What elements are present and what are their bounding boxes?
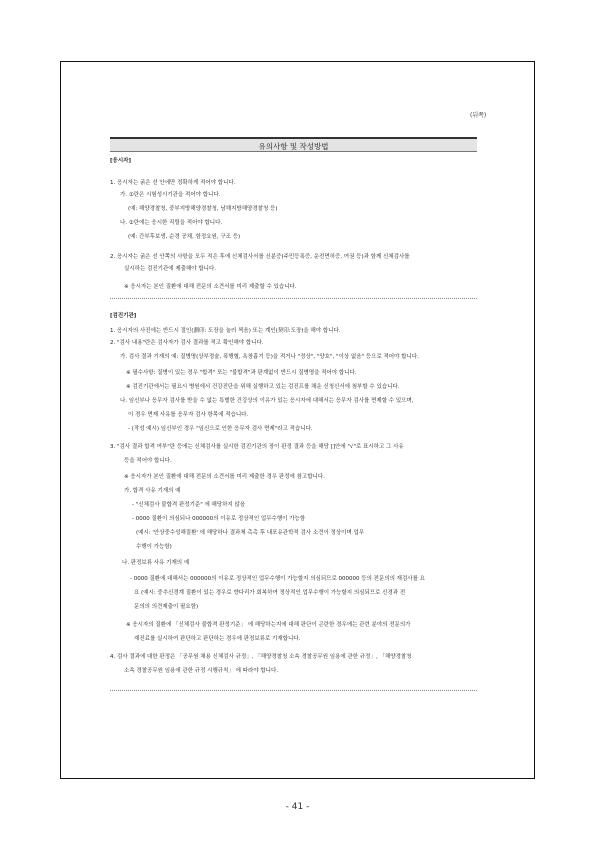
section-heading: [응시자] <box>110 158 131 164</box>
instruction-line: 수행이 가능함) <box>136 544 172 550</box>
instruction-line: 1. 응시자의 사진에는 반드시 절인(劃印: 도장을 눌러 찍음) 또는 계인(契印:도장)을 해야 합니다. <box>110 328 341 334</box>
title-bar <box>110 137 477 152</box>
instruction-line: 2. 응시자는 굵은 선 안쪽의 사항을 모두 적은 후에 신체검사서를 신분증(주민등록증, 운전면허증, 여권 등)과 함께 신체검사를 <box>110 254 410 260</box>
page-number: - 41 - <box>285 802 310 812</box>
instruction-line: 실시하는 검진기관에 제출해야 합니다. <box>124 266 217 272</box>
instruction-line: ※ 필수사항: 질병이 있는 경우 "합격" 또는 "불합격"과 판계없이 반드시 질병명을 적어야 합니다. <box>126 370 357 376</box>
instruction-line: ※ 응시자의 질환에 「신체검사 불합격 판정기준」 에 해당하는지에 대해 판단이 곤란한 경우에는 관련 분야의 전문의가 <box>126 622 411 628</box>
section-divider <box>110 690 477 691</box>
instruction-line: 문의의 의견제출이 필요함) <box>134 604 199 610</box>
instruction-line: - 0000 질환이 의심되나 000000의 이유로 정상적인 업무수행이 가능함 <box>132 516 306 522</box>
instruction-line: 3. "검사 결과 합격 여부"란 등에는 신체검사를 실시한 검진기관의 장이 판정 결과 등을 해당 []안에 "√"로 표시하고 그 사유 <box>110 444 404 450</box>
instruction-line: 나. ②란에는 응시한 직렬을 적어야 합니다. <box>120 220 223 226</box>
instruction-line: 가. 합격 사유 기재의 예 <box>124 488 181 494</box>
instruction-line: (예시: '안상중수성해질환' 에 해당하나 결과체 촉촉 후 내포유관학적 검사 소견이 정상이며 업무 <box>136 530 365 536</box>
instruction-line: - "신체검사 불합격 판정기준" 에 해당하지 않음 <box>132 502 246 508</box>
instruction-line: 가. ①란은 시험성시기관을 적어야 합니다. <box>120 192 221 198</box>
section-divider <box>110 298 477 299</box>
instruction-line: 가. 검사 결과 기재의 예: 질병명(상부정술, 폭행혈, 욕창흉기 등)을 적거나 "정상", "양호", "이상 없음" 등으로 적어야 합니다. <box>120 354 419 360</box>
instruction-line: 나. 판정보류 사유 기재의 예 <box>122 560 190 566</box>
instruction-line: 소속 경찰공무원 임용에 관한 규정 시행규칙」 에 따라야 합니다. <box>124 668 279 674</box>
section-heading: [검진기관] <box>110 313 137 319</box>
back-side-label: (뒤쪽) <box>470 112 487 119</box>
document-title: 유의사항 및 작성방법 <box>258 142 329 151</box>
instruction-line: ※ 검진기관에서는 필요시 병원에서 건강진단을 위해 실행하고 있는 검진프를 채운 신청신서에 첨부할 수 있습니다. <box>126 384 400 390</box>
instruction-line: - 0000 질환에 대해서는 000000의 이유로 정상적인 업무수행이 가능할지 의심되므로 000000 등의 전문의의 재검사를 요 <box>130 576 425 582</box>
instruction-line: 나. 임신부나 응무자 검사를 받을 수 없는 특별한 건강상의 이유가 있는 응시자에 대해서는 응무자 검사를 면제할 수 있으며, <box>120 398 414 404</box>
instruction-line: (예: 해양경찰청, 중부지방해양경찰청, 남해지방해양경찰청 등) <box>128 206 278 212</box>
instruction-line: 등을 적어야 합니다. <box>124 458 172 464</box>
instruction-line: ※ 응시자는 본인 질환에 대해 전문의 소견서를 미리 제출할 수 있습니다. <box>124 284 297 290</box>
instruction-line: - (작성 예시) 임신부인 경우 "임신으로 인한 응무자 검사 면제"라고 적습니다. <box>128 426 313 432</box>
instruction-line: 재진료를 실시하여 판단하고 판단하는 경우에 판정보류로 기재합니다. <box>134 636 301 642</box>
instruction-line: 1. 응시자는 굵은 선 안에만 정확하게 적어야 합니다. <box>110 180 236 186</box>
instruction-line: ※ 응시자가 본인 질환에 대해 전문의 소견서를 미리 제출한 경우 판정에 참고합니다. <box>124 474 325 480</box>
instruction-line: 요 (예시: 중추신경계 질환이 있는 경우로 향다리가 회복하여 정상적인 업무수행이 가능할지 의심되므로 신경과 전 <box>134 590 406 596</box>
instruction-line: 2. "검사 내용"란은 검사자가 검사 결과를 적고 확인해야 합니다. <box>110 340 264 346</box>
instruction-line: 이 경우 면제 사유를 응무자 검사 항목에 적습니다. <box>128 412 249 418</box>
instruction-line: (예: 간부후보생, 순경 공채, 함정요원, 구조 등) <box>128 234 241 240</box>
instruction-line: 4. 검사 결과에 대한 판정은 「공무원 채용 신체검사 규정」, 「해양경찰청 소속 경찰공무원 임용에 관한 규정」, 「해양경찰청 <box>110 654 412 660</box>
